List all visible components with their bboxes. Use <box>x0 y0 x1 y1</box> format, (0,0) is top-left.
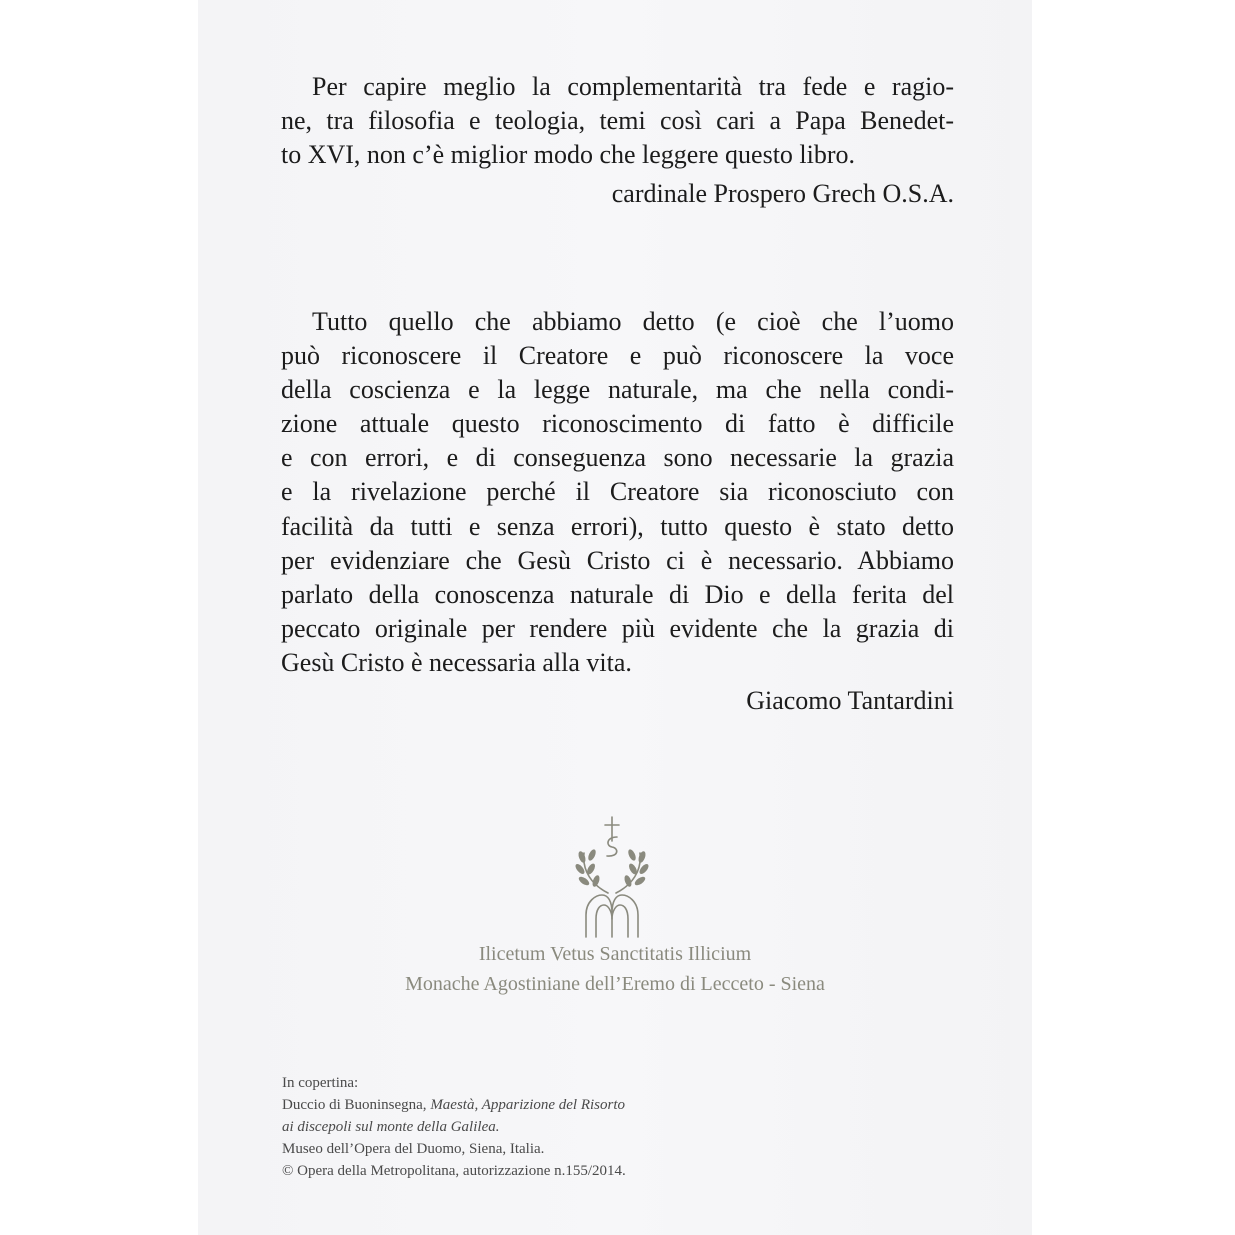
quote-line: e con errori, e di conseguenza sono necessarie la grazia <box>281 443 954 473</box>
quote-line: facilità da tutti e senza errori), tutto questo è stato detto <box>281 511 954 541</box>
quote-line: ne, tra filosofia e teologia, temi così cari a Papa Benedet- <box>281 106 954 136</box>
quote-line: to XVI, non c’è miglior modo che leggere questo libro. <box>281 140 856 170</box>
credits-copyright: © Opera della Metropolitana, autorizzazione n.155/2014. <box>282 1163 626 1179</box>
credits-work-title-cont: ai discepoli sul monte della Galilea. <box>282 1119 500 1135</box>
quote-line: Tutto quello che abbiamo detto (e cioè che l’uomo <box>312 307 954 336</box>
credits-work-title: Maestà, Apparizione del Risorto <box>430 1097 626 1113</box>
publisher-motto: Ilicetum Vetus Sanctitatis Illicium <box>478 943 752 965</box>
quote-grech <box>281 70 954 211</box>
cover-credits <box>282 1072 626 1182</box>
credits-artwork <box>282 1094 626 1116</box>
credits-museum: Museo dell’Opera del Duomo, Siena, Italia. <box>282 1141 545 1157</box>
quote-author: Giacomo Tantardini <box>746 686 954 716</box>
quote-line: zione attuale questo riconoscimento di fatto è difficile <box>281 409 954 439</box>
quote-tantardini <box>281 305 954 718</box>
publisher-name: Monache Agostiniane dell’Eremo di Lecceto - Siena <box>405 973 825 995</box>
publisher-logo-icon <box>572 815 652 940</box>
quote-line: della coscienza e la legge naturale, ma che nella condi- <box>281 375 954 405</box>
quote-line: peccato originale per rendere più evidente che la grazia di <box>281 613 954 643</box>
quote-line: e la rivelazione perché il Creatore sia riconosciuto con <box>281 477 954 507</box>
quote-line: può riconoscere il Creatore e può riconoscere la voce <box>281 341 954 371</box>
quote-line: parlato della conoscenza naturale di Dio e della ferita del <box>281 579 954 609</box>
credits-artist: Duccio di Buoninsegna, <box>282 1097 427 1113</box>
quote-author: cardinale Prospero Grech O.S.A. <box>611 179 954 209</box>
credits-heading: In copertina: <box>282 1075 359 1091</box>
quote-line: Per capire meglio la complementarità tra fede e ragio- <box>312 72 954 101</box>
quote-line: Gesù Cristo è necessaria alla vita. <box>281 647 632 677</box>
credits-artwork-cont <box>282 1116 626 1138</box>
quote-line: per evidenziare che Gesù Cristo ci è necessario. Abbiamo <box>281 545 954 575</box>
